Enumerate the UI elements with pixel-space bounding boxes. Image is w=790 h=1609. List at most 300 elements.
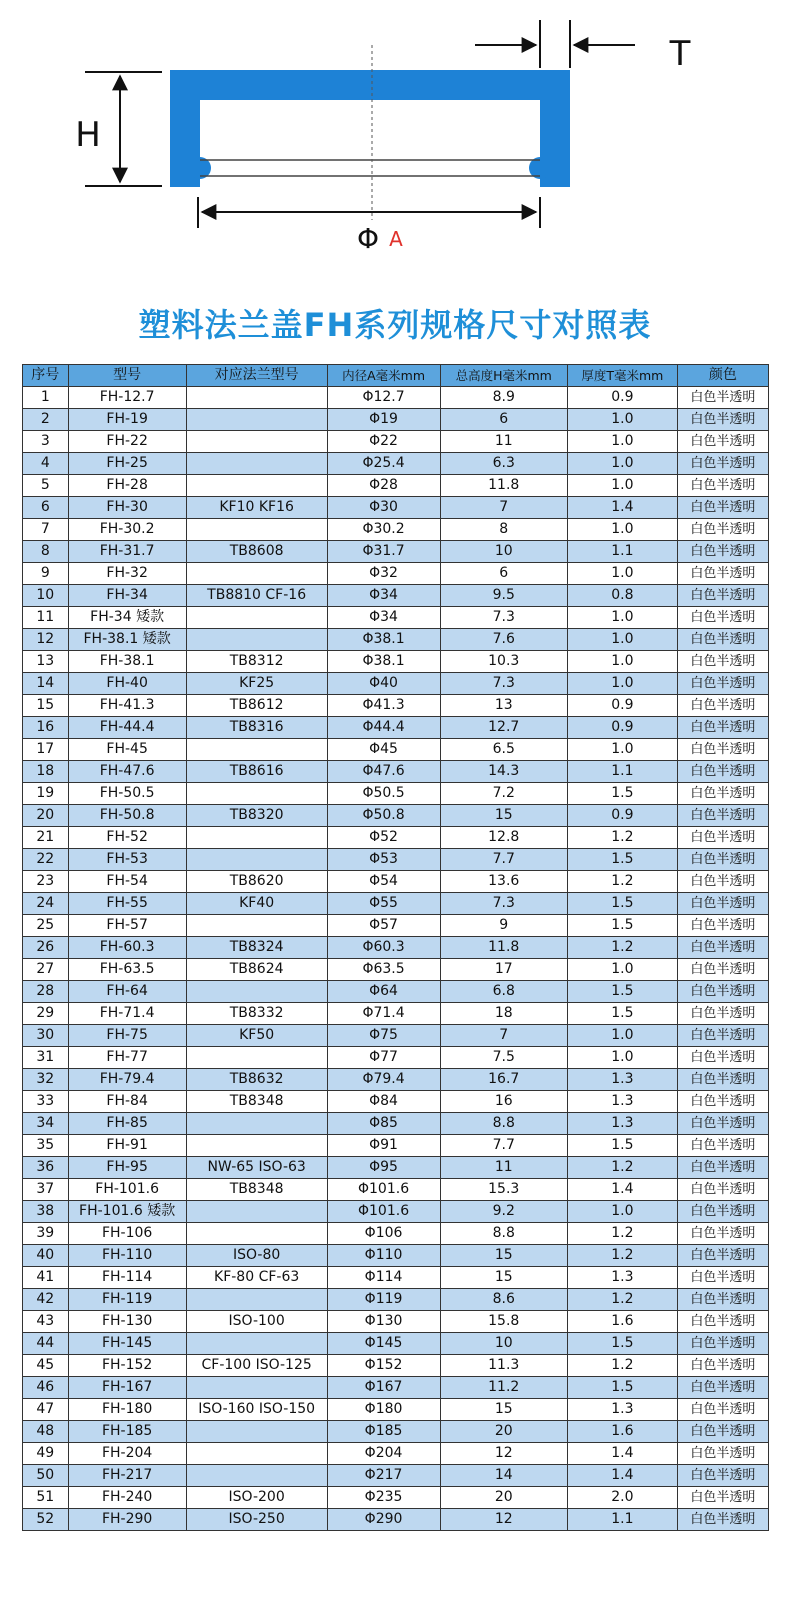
page-title: 塑料法兰盖FH系列规格尺寸对照表: [138, 306, 652, 344]
cell-thickness: 1.0: [567, 1025, 677, 1047]
cell-flange-model: NW-65 ISO-63: [186, 1157, 327, 1179]
cell-inner-diameter: Φ180: [327, 1399, 440, 1421]
cell-inner-diameter: Φ30.2: [327, 519, 440, 541]
cell-model: FH-50.8: [68, 805, 186, 827]
table-row: [23, 849, 769, 871]
cell-total-height: 17: [440, 959, 567, 981]
cell-color: 白色半透明: [677, 1311, 768, 1333]
cell-flange-model: [186, 783, 327, 805]
cell-flange-model: TB8624: [186, 959, 327, 981]
cell-thickness: 1.0: [567, 1201, 677, 1223]
cell-index: 21: [23, 827, 69, 849]
cell-inner-diameter: Φ41.3: [327, 695, 440, 717]
cell-model: FH-119: [68, 1289, 186, 1311]
cell-model: FH-53: [68, 849, 186, 871]
cell-index: 31: [23, 1047, 69, 1069]
cell-thickness: 1.0: [567, 431, 677, 453]
cell-model: FH-52: [68, 827, 186, 849]
cell-thickness: 1.5: [567, 1377, 677, 1399]
cell-color: 白色半透明: [677, 1355, 768, 1377]
cell-total-height: 8: [440, 519, 567, 541]
table-row: [23, 1443, 769, 1465]
cell-total-height: 7.6: [440, 629, 567, 651]
cell-total-height: 8.6: [440, 1289, 567, 1311]
cell-flange-model: [186, 981, 327, 1003]
cell-index: 14: [23, 673, 69, 695]
table-row: [23, 783, 769, 805]
table-header-row: [23, 365, 769, 387]
cell-thickness: 1.0: [567, 563, 677, 585]
label-a: A: [389, 227, 403, 251]
cell-color: 白色半透明: [677, 717, 768, 739]
cell-model: FH-64: [68, 981, 186, 1003]
cell-model: FH-34 矮款: [68, 607, 186, 629]
cell-thickness: 1.2: [567, 827, 677, 849]
cell-index: 24: [23, 893, 69, 915]
cell-inner-diameter: Φ71.4: [327, 1003, 440, 1025]
table-row: [23, 827, 769, 849]
table-row: [23, 805, 769, 827]
cell-color: 白色半透明: [677, 1003, 768, 1025]
cell-color: 白色半透明: [677, 937, 768, 959]
table-row: [23, 629, 769, 651]
cell-index: 33: [23, 1091, 69, 1113]
cell-flange-model: [186, 1113, 327, 1135]
cell-thickness: 1.0: [567, 651, 677, 673]
cell-model: FH-38.1 矮款: [68, 629, 186, 651]
cell-color: 白色半透明: [677, 1421, 768, 1443]
cell-inner-diameter: Φ12.7: [327, 387, 440, 409]
cell-flange-model: TB8316: [186, 717, 327, 739]
cell-color: 白色半透明: [677, 1091, 768, 1113]
table-row: [23, 409, 769, 431]
cell-index: 8: [23, 541, 69, 563]
cell-inner-diameter: Φ145: [327, 1333, 440, 1355]
header-total-height: 总高度H毫米mm: [440, 365, 567, 387]
cell-flange-model: ISO-250: [186, 1509, 327, 1531]
cell-color: 白色半透明: [677, 1069, 768, 1091]
cell-inner-diameter: Φ119: [327, 1289, 440, 1311]
cell-color: 白色半透明: [677, 1135, 768, 1157]
cell-flange-model: ISO-100: [186, 1311, 327, 1333]
cell-flange-model: [186, 1421, 327, 1443]
cell-total-height: 13: [440, 695, 567, 717]
cell-color: 白色半透明: [677, 1377, 768, 1399]
table-row: [23, 1509, 769, 1531]
table-row: [23, 1069, 769, 1091]
cell-color: 白色半透明: [677, 431, 768, 453]
cell-inner-diameter: Φ54: [327, 871, 440, 893]
cell-index: 15: [23, 695, 69, 717]
cell-model: FH-185: [68, 1421, 186, 1443]
cell-thickness: 1.2: [567, 1223, 677, 1245]
cell-inner-diameter: Φ22: [327, 431, 440, 453]
cell-model: FH-75: [68, 1025, 186, 1047]
cell-color: 白色半透明: [677, 981, 768, 1003]
table-row: [23, 1157, 769, 1179]
cell-flange-model: [186, 563, 327, 585]
cell-total-height: 7.2: [440, 783, 567, 805]
cell-thickness: 1.3: [567, 1113, 677, 1135]
table-row: [23, 1267, 769, 1289]
cell-index: 22: [23, 849, 69, 871]
cell-flange-model: ISO-160 ISO-150: [186, 1399, 327, 1421]
cell-color: 白色半透明: [677, 475, 768, 497]
table-row: [23, 475, 769, 497]
cell-flange-model: [186, 519, 327, 541]
cell-thickness: 1.0: [567, 673, 677, 695]
cell-index: 25: [23, 915, 69, 937]
cell-total-height: 16: [440, 1091, 567, 1113]
cell-index: 37: [23, 1179, 69, 1201]
cell-flange-model: TB8810 CF-16: [186, 585, 327, 607]
cell-model: FH-22: [68, 431, 186, 453]
cell-index: 10: [23, 585, 69, 607]
cell-color: 白色半透明: [677, 1201, 768, 1223]
cell-flange-model: TB8332: [186, 1003, 327, 1025]
cell-flange-model: [186, 387, 327, 409]
cell-thickness: 1.5: [567, 1333, 677, 1355]
cell-index: 35: [23, 1135, 69, 1157]
cell-total-height: 6.8: [440, 981, 567, 1003]
cell-thickness: 1.6: [567, 1421, 677, 1443]
table-row: [23, 585, 769, 607]
label-h: H: [75, 115, 101, 155]
cell-thickness: 1.4: [567, 497, 677, 519]
cell-color: 白色半透明: [677, 1465, 768, 1487]
cell-model: FH-79.4: [68, 1069, 186, 1091]
cell-model: FH-30: [68, 497, 186, 519]
cell-index: 29: [23, 1003, 69, 1025]
cell-index: 20: [23, 805, 69, 827]
table-row: [23, 541, 769, 563]
cell-model: FH-84: [68, 1091, 186, 1113]
table-row: [23, 1311, 769, 1333]
cell-total-height: 20: [440, 1421, 567, 1443]
cell-total-height: 6: [440, 409, 567, 431]
cell-inner-diameter: Φ57: [327, 915, 440, 937]
cell-color: 白色半透明: [677, 739, 768, 761]
cell-total-height: 11.3: [440, 1355, 567, 1377]
cell-flange-model: [186, 1047, 327, 1069]
cell-total-height: 15: [440, 1399, 567, 1421]
cell-index: 17: [23, 739, 69, 761]
cell-thickness: 1.2: [567, 1245, 677, 1267]
cell-model: FH-101.6 矮款: [68, 1201, 186, 1223]
cell-inner-diameter: Φ40: [327, 673, 440, 695]
cell-index: 30: [23, 1025, 69, 1047]
cell-model: FH-114: [68, 1267, 186, 1289]
cell-flange-model: [186, 739, 327, 761]
cell-thickness: 1.4: [567, 1443, 677, 1465]
cell-thickness: 1.0: [567, 629, 677, 651]
cell-total-height: 9.2: [440, 1201, 567, 1223]
cell-inner-diameter: Φ84: [327, 1091, 440, 1113]
table-row: [23, 981, 769, 1003]
cell-flange-model: ISO-200: [186, 1487, 327, 1509]
cell-inner-diameter: Φ45: [327, 739, 440, 761]
cell-index: 42: [23, 1289, 69, 1311]
cell-model: FH-110: [68, 1245, 186, 1267]
cell-flange-model: [186, 1465, 327, 1487]
table-row: [23, 1245, 769, 1267]
cell-model: FH-45: [68, 739, 186, 761]
cell-thickness: 1.2: [567, 1157, 677, 1179]
cell-inner-diameter: Φ50.5: [327, 783, 440, 805]
cell-index: 39: [23, 1223, 69, 1245]
cell-total-height: 7.3: [440, 893, 567, 915]
cell-model: FH-41.3: [68, 695, 186, 717]
cell-thickness: 1.0: [567, 959, 677, 981]
cell-thickness: 1.3: [567, 1267, 677, 1289]
cell-color: 白色半透明: [677, 805, 768, 827]
cell-thickness: 1.0: [567, 519, 677, 541]
cell-thickness: 1.5: [567, 893, 677, 915]
cell-flange-model: [186, 607, 327, 629]
cell-model: FH-240: [68, 1487, 186, 1509]
cell-thickness: 1.0: [567, 739, 677, 761]
cell-thickness: 1.4: [567, 1465, 677, 1487]
cell-color: 白色半透明: [677, 541, 768, 563]
cell-thickness: 1.3: [567, 1091, 677, 1113]
cell-model: FH-290: [68, 1509, 186, 1531]
cell-model: FH-106: [68, 1223, 186, 1245]
cell-total-height: 15: [440, 1267, 567, 1289]
cell-index: 43: [23, 1311, 69, 1333]
cell-index: 51: [23, 1487, 69, 1509]
cell-color: 白色半透明: [677, 607, 768, 629]
cell-color: 白色半透明: [677, 959, 768, 981]
cell-total-height: 11: [440, 431, 567, 453]
flange-cap-diagram: [0, 0, 790, 300]
header-index: 序号: [23, 365, 69, 387]
cell-total-height: 7.7: [440, 1135, 567, 1157]
cell-thickness: 1.5: [567, 1003, 677, 1025]
table-row: [23, 453, 769, 475]
cell-index: 52: [23, 1509, 69, 1531]
cell-flange-model: [186, 629, 327, 651]
cell-inner-diameter: Φ34: [327, 585, 440, 607]
cell-color: 白色半透明: [677, 629, 768, 651]
cell-flange-model: [186, 1135, 327, 1157]
header-flange-model: 对应法兰型号: [186, 365, 327, 387]
cell-total-height: 15.8: [440, 1311, 567, 1333]
cell-total-height: 6.5: [440, 739, 567, 761]
cell-model: FH-167: [68, 1377, 186, 1399]
table-row: [23, 519, 769, 541]
table-row: [23, 431, 769, 453]
table-row: [23, 651, 769, 673]
cell-model: FH-85: [68, 1113, 186, 1135]
cell-color: 白色半透明: [677, 1245, 768, 1267]
cell-inner-diameter: Φ79.4: [327, 1069, 440, 1091]
table-row: [23, 1047, 769, 1069]
cell-model: FH-91: [68, 1135, 186, 1157]
cell-color: 白色半透明: [677, 1443, 768, 1465]
cell-inner-diameter: Φ91: [327, 1135, 440, 1157]
cell-index: 13: [23, 651, 69, 673]
cell-model: FH-50.5: [68, 783, 186, 805]
cell-color: 白色半透明: [677, 1333, 768, 1355]
cell-index: 23: [23, 871, 69, 893]
cell-flange-model: [186, 1289, 327, 1311]
cell-model: FH-38.1: [68, 651, 186, 673]
header-thickness: 厚度T毫米mm: [567, 365, 677, 387]
cell-model: FH-60.3: [68, 937, 186, 959]
cell-model: FH-44.4: [68, 717, 186, 739]
cell-thickness: 1.0: [567, 607, 677, 629]
cell-color: 白色半透明: [677, 1223, 768, 1245]
cell-total-height: 10: [440, 541, 567, 563]
cell-index: 11: [23, 607, 69, 629]
table-row: [23, 387, 769, 409]
table-row: [23, 1025, 769, 1047]
cell-inner-diameter: Φ290: [327, 1509, 440, 1531]
table-row: [23, 1487, 769, 1509]
cell-inner-diameter: Φ204: [327, 1443, 440, 1465]
cell-inner-diameter: Φ63.5: [327, 959, 440, 981]
cell-thickness: 1.5: [567, 783, 677, 805]
cell-total-height: 7.5: [440, 1047, 567, 1069]
cell-inner-diameter: Φ28: [327, 475, 440, 497]
label-t: T: [669, 34, 691, 74]
cell-total-height: 6.3: [440, 453, 567, 475]
cell-total-height: 10: [440, 1333, 567, 1355]
cell-total-height: 9.5: [440, 585, 567, 607]
cell-thickness: 1.0: [567, 409, 677, 431]
cell-total-height: 20: [440, 1487, 567, 1509]
table-row: [23, 1179, 769, 1201]
table-row: [23, 717, 769, 739]
cell-flange-model: KF25: [186, 673, 327, 695]
cell-index: 9: [23, 563, 69, 585]
cell-model: FH-25: [68, 453, 186, 475]
cell-index: 3: [23, 431, 69, 453]
cell-model: FH-47.6: [68, 761, 186, 783]
cell-color: 白色半透明: [677, 1113, 768, 1135]
cell-color: 白色半透明: [677, 1487, 768, 1509]
cell-color: 白色半透明: [677, 827, 768, 849]
cell-total-height: 14: [440, 1465, 567, 1487]
cell-inner-diameter: Φ52: [327, 827, 440, 849]
cell-index: 26: [23, 937, 69, 959]
cell-flange-model: TB8312: [186, 651, 327, 673]
table-row: [23, 739, 769, 761]
cell-total-height: 12: [440, 1509, 567, 1531]
cell-inner-diameter: Φ235: [327, 1487, 440, 1509]
cell-flange-model: CF-100 ISO-125: [186, 1355, 327, 1377]
cell-model: FH-95: [68, 1157, 186, 1179]
table-row: [23, 607, 769, 629]
cell-color: 白色半透明: [677, 1289, 768, 1311]
cell-inner-diameter: Φ75: [327, 1025, 440, 1047]
cell-index: 16: [23, 717, 69, 739]
cell-inner-diameter: Φ55: [327, 893, 440, 915]
cell-model: FH-152: [68, 1355, 186, 1377]
cell-index: 41: [23, 1267, 69, 1289]
cell-color: 白色半透明: [677, 1267, 768, 1289]
cell-inner-diameter: Φ38.1: [327, 651, 440, 673]
cell-total-height: 11.8: [440, 937, 567, 959]
cell-color: 白色半透明: [677, 497, 768, 519]
cell-total-height: 6: [440, 563, 567, 585]
label-phi: Φ: [356, 222, 380, 255]
cell-flange-model: TB8632: [186, 1069, 327, 1091]
header-inner-diameter: 内径A毫米mm: [327, 365, 440, 387]
cell-color: 白色半透明: [677, 1399, 768, 1421]
table-row: [23, 937, 769, 959]
cell-flange-model: TB8320: [186, 805, 327, 827]
cell-flange-model: TB8608: [186, 541, 327, 563]
cell-total-height: 12: [440, 1443, 567, 1465]
table-row: [23, 915, 769, 937]
cell-inner-diameter: Φ30: [327, 497, 440, 519]
cell-thickness: 1.5: [567, 849, 677, 871]
table-row: [23, 1223, 769, 1245]
cell-inner-diameter: Φ44.4: [327, 717, 440, 739]
cell-thickness: 0.8: [567, 585, 677, 607]
cell-color: 白色半透明: [677, 409, 768, 431]
cell-model: FH-217: [68, 1465, 186, 1487]
cell-model: FH-19: [68, 409, 186, 431]
cell-color: 白色半透明: [677, 761, 768, 783]
table-row: [23, 893, 769, 915]
cell-flange-model: [186, 1223, 327, 1245]
cell-thickness: 1.1: [567, 541, 677, 563]
cell-model: FH-55: [68, 893, 186, 915]
cell-inner-diameter: Φ185: [327, 1421, 440, 1443]
cell-index: 36: [23, 1157, 69, 1179]
cell-index: 32: [23, 1069, 69, 1091]
cell-inner-diameter: Φ19: [327, 409, 440, 431]
cell-total-height: 8.8: [440, 1223, 567, 1245]
cell-thickness: 1.2: [567, 871, 677, 893]
cell-flange-model: [186, 409, 327, 431]
cell-index: 28: [23, 981, 69, 1003]
cell-flange-model: TB8612: [186, 695, 327, 717]
header-model: 型号: [68, 365, 186, 387]
cell-model: FH-71.4: [68, 1003, 186, 1025]
cell-total-height: 12.7: [440, 717, 567, 739]
table-row: [23, 1333, 769, 1355]
cell-flange-model: ISO-80: [186, 1245, 327, 1267]
cell-flange-model: KF-80 CF-63: [186, 1267, 327, 1289]
cell-color: 白色半透明: [677, 563, 768, 585]
cell-index: 46: [23, 1377, 69, 1399]
cell-thickness: 1.2: [567, 1355, 677, 1377]
table-row: [23, 871, 769, 893]
cell-thickness: 0.9: [567, 717, 677, 739]
cell-model: FH-34: [68, 585, 186, 607]
cell-model: FH-54: [68, 871, 186, 893]
cell-color: 白色半透明: [677, 387, 768, 409]
cell-flange-model: [186, 915, 327, 937]
cell-color: 白色半透明: [677, 695, 768, 717]
table-row: [23, 1355, 769, 1377]
cell-thickness: 2.0: [567, 1487, 677, 1509]
cell-inner-diameter: Φ60.3: [327, 937, 440, 959]
cell-color: 白色半透明: [677, 915, 768, 937]
cell-inner-diameter: Φ47.6: [327, 761, 440, 783]
cell-flange-model: TB8324: [186, 937, 327, 959]
cell-model: FH-32: [68, 563, 186, 585]
cell-flange-model: [186, 827, 327, 849]
table-row: [23, 673, 769, 695]
cell-color: 白色半透明: [677, 651, 768, 673]
cell-thickness: 0.9: [567, 695, 677, 717]
cell-flange-model: KF40: [186, 893, 327, 915]
cell-color: 白色半透明: [677, 673, 768, 695]
